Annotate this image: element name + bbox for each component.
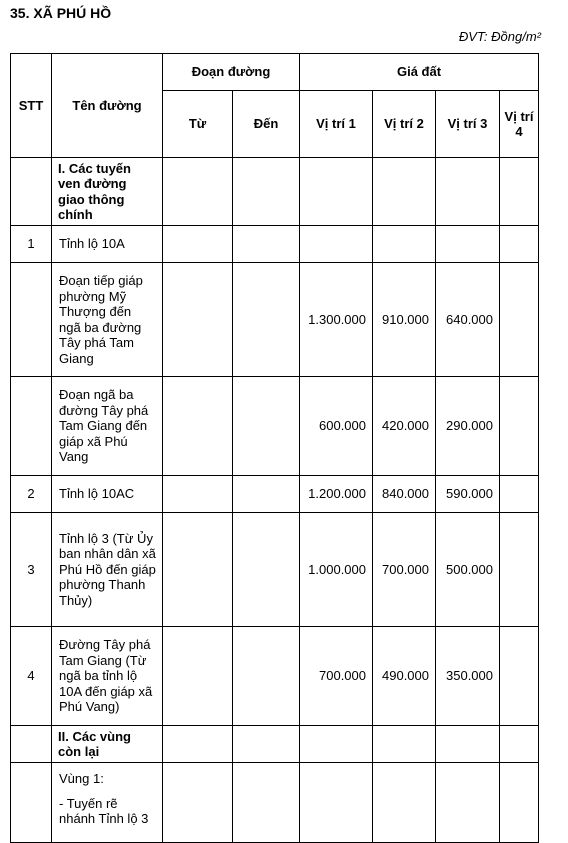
cell-stt: 1 xyxy=(11,226,52,263)
cell-from xyxy=(163,158,233,226)
cell-position-1 xyxy=(300,726,373,763)
cell-position-4 xyxy=(500,158,539,226)
cell-from xyxy=(163,377,233,476)
cell-position-3: 350.000 xyxy=(436,627,500,726)
table-row xyxy=(11,158,539,226)
cell-position-2 xyxy=(373,158,436,226)
cell-road-name: Tỉnh lộ 3 (Từ Ủy ban nhân dân xã Phú Hồ đến giáp phường Thanh Thủy) xyxy=(52,513,163,627)
cell-position-4 xyxy=(500,513,539,627)
table-row xyxy=(11,377,539,476)
cell-position-2: 700.000 xyxy=(373,513,436,627)
cell-position-1: 1.200.000 xyxy=(300,476,373,513)
cell-position-3: 500.000 xyxy=(436,513,500,627)
cell-to xyxy=(233,158,300,226)
unit-note: ĐVT: Đồng/m² xyxy=(458,29,541,44)
section-title-remaining-areas: II. Các vùng còn lại xyxy=(52,726,163,763)
cell-stt: 4 xyxy=(11,627,52,726)
cell-road-name: Đoạn tiếp giáp phường Mỹ Thượng đến ngã ba đường Tây phá Tam Giang xyxy=(52,263,163,377)
cell-to xyxy=(233,726,300,763)
cell-stt xyxy=(11,726,52,763)
cell-to xyxy=(233,263,300,377)
header-position-2: Vị trí 2 xyxy=(373,91,436,158)
section-title-main-roads: I. Các tuyến ven đường giao thông chính xyxy=(52,158,163,226)
cell-road-name: Tỉnh lộ 10AC xyxy=(52,476,163,513)
cell-position-3 xyxy=(436,158,500,226)
cell-stt: 3 xyxy=(11,513,52,627)
cell-position-2: 420.000 xyxy=(373,377,436,476)
cell-stt xyxy=(11,263,52,377)
cell-from xyxy=(163,513,233,627)
cell-position-2: 840.000 xyxy=(373,476,436,513)
cell-stt: 2 xyxy=(11,476,52,513)
cell-position-1 xyxy=(300,158,373,226)
cell-to xyxy=(233,763,300,843)
cell-position-4 xyxy=(500,226,539,263)
cell-position-3: 590.000 xyxy=(436,476,500,513)
header-from: Từ xyxy=(163,91,233,158)
cell-from xyxy=(163,476,233,513)
header-segment: Đoạn đường xyxy=(163,54,300,91)
cell-position-1: 1.300.000 xyxy=(300,263,373,377)
header-road-name: Tên đường xyxy=(52,54,163,158)
cell-to xyxy=(233,226,300,263)
cell-position-1 xyxy=(300,226,373,263)
table-row xyxy=(11,263,539,377)
cell-position-1: 1.000.000 xyxy=(300,513,373,627)
page-heading: 35. XÃ PHÚ HỒ xyxy=(10,5,112,21)
cell-position-2 xyxy=(373,726,436,763)
cell-from xyxy=(163,763,233,843)
cell-position-4 xyxy=(500,627,539,726)
header-position-1: Vị trí 1 xyxy=(300,91,373,158)
zone-label: Vùng 1: xyxy=(59,771,104,786)
cell-from xyxy=(163,263,233,377)
cell-position-2: 910.000 xyxy=(373,263,436,377)
cell-position-3: 640.000 xyxy=(436,263,500,377)
cell-position-2: 490.000 xyxy=(373,627,436,726)
cell-from xyxy=(163,226,233,263)
cell-position-2 xyxy=(373,763,436,843)
cell-to xyxy=(233,476,300,513)
cell-position-1 xyxy=(300,763,373,843)
cell-position-4 xyxy=(500,476,539,513)
zone-branch-road: - Tuyến rẽ nhánh Tỉnh lộ 3 xyxy=(59,795,149,826)
table-row xyxy=(11,763,539,843)
cell-position-3 xyxy=(436,226,500,263)
cell-road-name: Đoạn ngã ba đường Tây phá Tam Giang đến giáp xã Phú Vang xyxy=(52,377,163,476)
header-position-4: Vị trí 4 xyxy=(500,91,539,158)
cell-stt xyxy=(11,158,52,226)
cell-position-4 xyxy=(500,763,539,843)
cell-to xyxy=(233,513,300,627)
cell-road-name: Tỉnh lộ 10A xyxy=(52,226,163,263)
cell-position-3 xyxy=(436,763,500,843)
cell-stt xyxy=(11,763,52,843)
header-land-price: Giá đất xyxy=(300,54,539,91)
cell-position-4 xyxy=(500,726,539,763)
cell-position-3 xyxy=(436,726,500,763)
header-position-3: Vị trí 3 xyxy=(436,91,500,158)
table-row xyxy=(11,726,539,763)
cell-from xyxy=(163,627,233,726)
cell-stt xyxy=(11,377,52,476)
cell-road-name xyxy=(52,763,163,843)
land-price-table xyxy=(10,53,539,843)
header-to: Đến xyxy=(233,91,300,158)
cell-position-3: 290.000 xyxy=(436,377,500,476)
cell-to xyxy=(233,627,300,726)
cell-position-4 xyxy=(500,377,539,476)
cell-position-1: 700.000 xyxy=(300,627,373,726)
table-row xyxy=(11,226,539,263)
header-stt: STT xyxy=(11,54,52,158)
cell-road-name: Đường Tây phá Tam Giang (Từ ngã ba tỉnh lộ 10A đến giáp xã Phú Vang) xyxy=(52,627,163,726)
cell-position-4 xyxy=(500,263,539,377)
cell-to xyxy=(233,377,300,476)
cell-position-1: 600.000 xyxy=(300,377,373,476)
table-row xyxy=(11,476,539,513)
table-row xyxy=(11,627,539,726)
cell-position-2 xyxy=(373,226,436,263)
cell-from xyxy=(163,726,233,763)
table-row xyxy=(11,513,539,627)
